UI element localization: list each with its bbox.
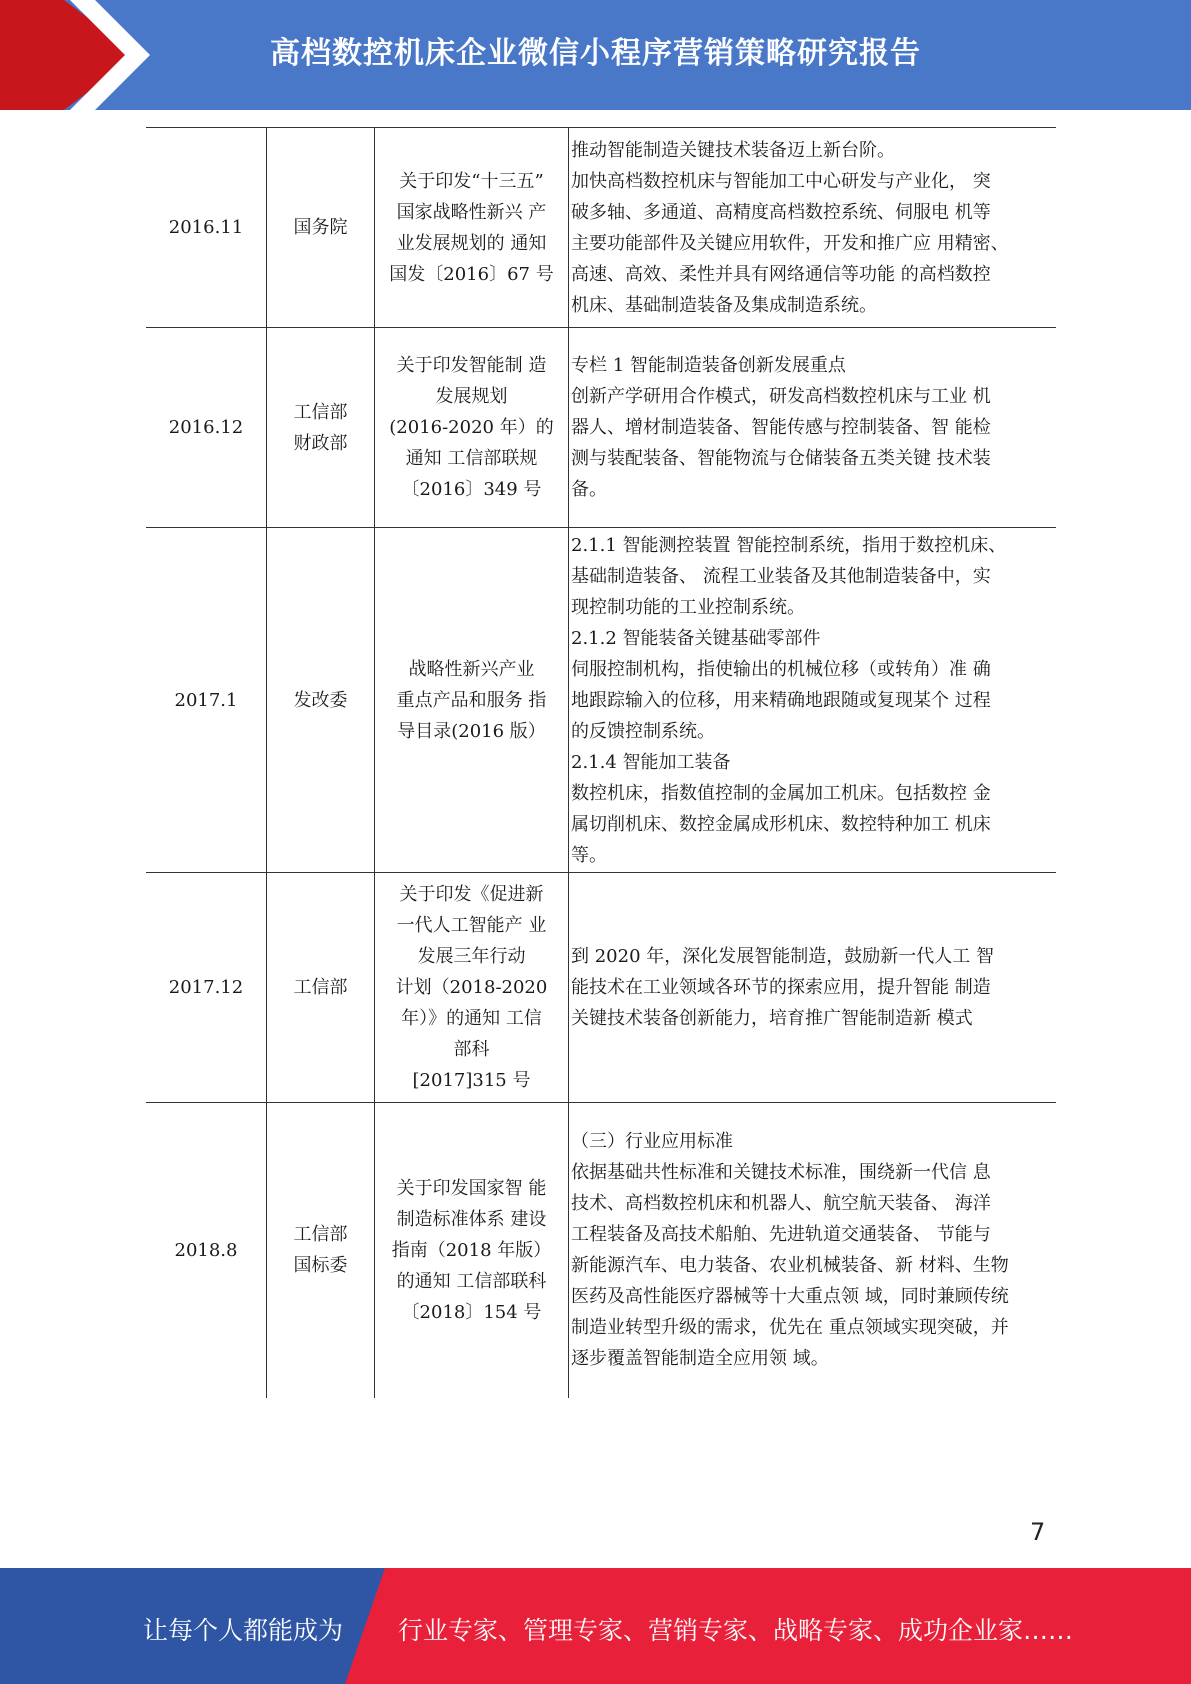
table-row	[146, 1103, 1056, 1398]
cell-policy-title-line: [2017]315 号	[412, 1070, 531, 1091]
cell-policy-content-line: 依据基础共性标准和关键技术标准，围绕新一代信 息	[571, 1162, 991, 1184]
cell-department	[267, 528, 375, 873]
cell-department-line: 工信部	[293, 1224, 348, 1246]
cell-policy-content	[569, 528, 1057, 873]
cell-policy-content-line: 现控制功能的工业控制系统。	[571, 596, 805, 618]
cell-policy-title-line: 关于印发《促进新	[399, 884, 544, 905]
table-row	[146, 528, 1056, 873]
cell-policy-content	[569, 873, 1057, 1103]
table-row	[146, 873, 1056, 1103]
cell-policy-content-line: 工程装备及高技术船舶、先进轨道交通装备、 节能与	[571, 1224, 991, 1246]
table-row	[146, 328, 1056, 528]
cell-policy-title-line: 重点产品和服务 指	[396, 689, 547, 711]
cell-policy-content-line: 基础制造装备、 流程工业装备及其他制造装备中，实	[571, 565, 991, 587]
cell-policy-content-line: 关键技术装备创新能力，培育推广智能制造新 模式	[571, 1008, 973, 1029]
cell-policy-title-line: 国家战略性新兴 产	[396, 201, 547, 223]
cell-policy-content-line: 器人、增材制造装备、智能传感与控制装备、智 能检	[571, 417, 991, 438]
cell-date: 2017.1	[146, 528, 267, 873]
cell-policy-content-line: 的反馈控制系统。	[571, 720, 715, 742]
cell-policy-title-line: 通知 工信部联规	[405, 448, 538, 469]
cell-policy-content-line: 创新产学研用合作模式，研发高档数控机床与工业 机	[571, 386, 991, 407]
cell-policy-title-line: 制造标准体系 建设	[396, 1208, 547, 1230]
cell-policy-title-line: 〔2018〕154 号	[401, 1301, 542, 1323]
cell-policy-content-line: 医药及高性能医疗器械等十大重点领 域，同时兼顾传统	[571, 1286, 1009, 1308]
cell-policy-title-line: 一代人工智能产 业	[396, 915, 547, 936]
cell-department-line: 财政部	[293, 432, 348, 454]
cell-policy-content-line: 能技术在工业领域各环节的探索应用，提升智能 制造	[571, 977, 991, 998]
cell-policy-title-line: (2016-2020 年）的	[389, 417, 554, 438]
cell-department	[267, 328, 375, 528]
cell-policy-content-line: 新能源汽车、电力装备、农业机械装备、新 材料、生物	[571, 1255, 1009, 1277]
footer-slogan-right: 行业专家、管理专家、营销专家、战略专家、成功企业家……	[398, 1616, 1074, 1645]
cell-policy-content-line: 测与装配装备、智能物流与仓储装备五类关键 技术装	[571, 448, 991, 469]
cell-department-line: 发改委	[293, 689, 348, 711]
cell-policy-title-line: 计划（2018-2020	[395, 977, 548, 998]
cell-policy-title-line: 指南（2018 年版）	[391, 1239, 552, 1261]
cell-policy-title-line: 关于印发智能制 造	[396, 355, 547, 376]
cell-policy-content-line: 制造业转型升级的需求，优先在 重点领域实现突破，并	[571, 1317, 1009, 1339]
cell-policy-content	[569, 328, 1057, 528]
cell-policy-title	[375, 1103, 569, 1398]
cell-department-line: 国务院	[293, 217, 348, 238]
cell-date: 2018.8	[146, 1103, 267, 1398]
report-title: 高档数控机床企业微信小程序营销策略研究报告	[270, 36, 921, 71]
cell-policy-title-line: 〔2016〕349 号	[401, 479, 542, 500]
cell-policy-content-line: （三）行业应用标准	[571, 1131, 733, 1153]
cell-policy-content-line: 到 2020 年，深化发展智能制造，鼓励新一代人工 智	[571, 946, 994, 967]
page-number: 7	[1030, 1518, 1046, 1546]
cell-policy-content	[569, 1103, 1057, 1398]
cell-policy-title-line: 年）》的通知 工信	[401, 1008, 542, 1029]
cell-policy-title-line: 关于印发“十三五”	[399, 170, 544, 192]
cell-policy-title-line: 发展三年行动	[417, 946, 526, 967]
cell-policy-title	[375, 128, 569, 328]
cell-date: 2016.11	[146, 128, 267, 328]
footer-slogan-left: 让每个人都能成为	[143, 1616, 344, 1645]
cell-policy-title	[375, 873, 569, 1103]
cell-policy-content-line: 专栏 1 智能制造装备创新发展重点	[571, 355, 846, 376]
cell-policy-content-line: 2.1.4 智能加工装备	[571, 751, 731, 773]
cell-policy-content-line: 备。	[571, 479, 607, 500]
cell-policy-title-line: 部科	[453, 1039, 490, 1060]
cell-department	[267, 1103, 375, 1398]
cell-policy-content-line: 加快高档数控机床与智能加工中心研发与产业化， 突	[571, 170, 991, 192]
cell-policy-content-line: 机床、基础制造装备及集成制造系统。	[571, 294, 877, 316]
cell-department-line: 工信部	[293, 977, 348, 998]
cell-policy-title	[375, 528, 569, 873]
cell-policy-content	[569, 128, 1057, 328]
page-header	[0, 0, 1191, 110]
cell-policy-title-line: 导目录(2016 版）	[397, 720, 546, 742]
table-row	[146, 128, 1056, 328]
cell-policy-content-line: 地跟踪输入的位移，用来精确地跟随或复现某个 过程	[571, 689, 991, 711]
cell-department	[267, 873, 375, 1103]
cell-policy-title-line: 发展规划	[435, 386, 508, 407]
cell-policy-title-line: 战略性新兴产业	[408, 658, 535, 680]
cell-department-line: 国标委	[293, 1255, 348, 1277]
cell-date: 2016.12	[146, 328, 267, 528]
policy-table	[146, 127, 1056, 1398]
cell-policy-title-line: 的通知 工信部联科	[396, 1270, 547, 1292]
cell-policy-title	[375, 328, 569, 528]
policy-table-wrapper	[146, 127, 1045, 1398]
page-footer	[0, 1568, 1191, 1684]
cell-department	[267, 128, 375, 328]
cell-date: 2017.12	[146, 873, 267, 1103]
cell-policy-content-line: 等。	[571, 844, 607, 866]
cell-policy-content-line: 2.1.2 智能装备关键基础零部件	[571, 627, 821, 649]
cell-policy-content-line: 数控机床，指数值控制的金属加工机床。包括数控 金	[571, 782, 991, 804]
cell-policy-content-line: 主要功能部件及关键应用软件，开发和推广应 用精密、	[571, 232, 1009, 254]
cell-department-line: 工信部	[293, 401, 348, 423]
cell-policy-content-line: 破多轴、多通道、高精度高档数控系统、伺服电 机等	[571, 201, 991, 223]
cell-policy-title-line: 关于印发国家智 能	[396, 1177, 547, 1199]
cell-policy-content-line: 技术、高档数控机床和机器人、航空航天装备、 海洋	[571, 1193, 991, 1215]
cell-policy-content-line: 推动智能制造关键技术装备迈上新台阶。	[571, 139, 895, 161]
cell-policy-title-line: 业发展规划的 通知	[396, 232, 547, 254]
cell-policy-content-line: 逐步覆盖智能制造全应用领 域。	[571, 1348, 829, 1370]
cell-policy-content-line: 2.1.1 智能测控装置 智能控制系统，指用于数控机床、	[571, 534, 1007, 556]
cell-policy-title-line: 国发〔2016〕67 号	[389, 263, 554, 285]
cell-policy-content-line: 高速、高效、柔性并具有网络通信等功能 的高档数控	[571, 263, 991, 285]
cell-policy-content-line: 属切削机床、数控金属成形机床、数控特种加工 机床	[571, 813, 991, 835]
cell-policy-content-line: 伺服控制机构，指使输出的机械位移（或转角）准 确	[571, 658, 991, 680]
